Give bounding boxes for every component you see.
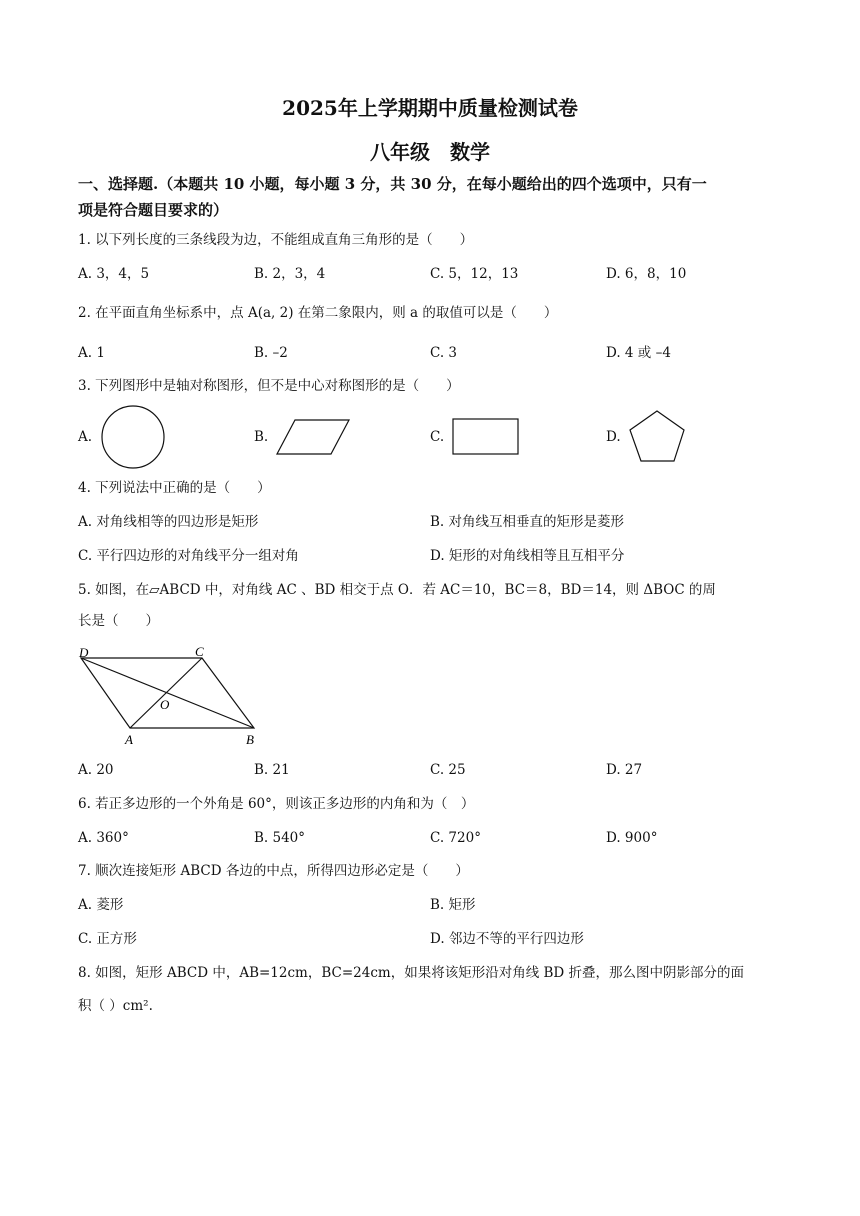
label-a: A	[125, 732, 133, 747]
label-b: B	[246, 732, 254, 747]
q2-option-b: B. –2	[254, 345, 288, 361]
q4-option-d: D. 矩形的对角线相等且互相平分	[430, 548, 625, 564]
q6-option-b: B. 540°	[254, 830, 306, 846]
q1-option-a: A. 3，4，5	[78, 266, 150, 282]
label-c: C	[195, 644, 204, 659]
q3-option-a: A.	[78, 429, 93, 445]
q4-option-a: A. 对角线相等的四边形是矩形	[78, 514, 259, 530]
q7-option-d: D. 邻边不等的平行四边形	[430, 931, 584, 947]
q6-stem: 6. 若正多边形的一个外角是 60°，则该正多边形的内角和为（ ）	[78, 796, 475, 812]
parallelogram-abcd-figure	[76, 642, 276, 750]
q7-option-a: A. 菱形	[78, 897, 124, 913]
page-title: 2025年上学期期中质量检测试卷	[282, 96, 578, 120]
q5-stem-line2: 长是（ ）	[78, 613, 159, 629]
label-o: O	[160, 697, 170, 712]
q2-stem: 2. 在平面直角坐标系中，点 A(a, 2) 在第二象限内，则 a 的取值可以是（ ）	[78, 305, 558, 321]
q1-option-c: C. 5，12，13	[430, 266, 519, 282]
q1-stem: 1. 以下列长度的三条线段为边，不能组成直角三角形的是（ ）	[78, 232, 474, 248]
q7-option-c: C. 正方形	[78, 931, 137, 947]
q2-option-a: A. 1	[78, 345, 105, 361]
q3-option-c: C.	[430, 429, 445, 445]
page-subtitle: 八年级 数学	[370, 140, 490, 164]
q6-option-d: D. 900°	[606, 830, 658, 846]
q5-option-d: D. 27	[606, 762, 643, 778]
q4-option-b: B. 对角线互相垂直的矩形是菱形	[430, 514, 625, 530]
section-heading-line1: 一、选择题.（本题共 10 小题，每小题 3 分，共 30 分，在每小题给出的四个选项中，只有一	[78, 175, 707, 193]
q5-stem-line1: 5. 如图，在▱ABCD 中，对角线 AC 、BD 相交于点 O．若 AC＝10，BC＝8，BD＝14，则 ΔBOC 的周	[78, 582, 716, 598]
q5-option-b: B. 21	[254, 762, 290, 778]
q1-option-b: B. 2，3，4	[254, 266, 326, 282]
q1-option-d: D. 6，8，10	[606, 266, 687, 282]
q2-option-d: D. 4 或 –4	[606, 345, 671, 361]
label-d: D	[79, 645, 89, 660]
q5-option-c: C. 25	[430, 762, 466, 778]
rectangle-figure	[452, 418, 520, 456]
q3-option-d: D.	[606, 429, 621, 445]
pentagon-figure	[628, 409, 688, 465]
q8-stem-line1: 8. 如图，矩形 ABCD 中，AB=12cm，BC=24cm，如果将该矩形沿对角线 BD 折叠，那么图中阴影部分的面	[78, 965, 745, 981]
q8-stem-line2: 积（ ）cm².	[78, 998, 153, 1014]
q4-stem: 4. 下列说法中正确的是（ ）	[78, 480, 271, 496]
circle-figure	[100, 405, 166, 471]
q6-option-c: C. 720°	[430, 830, 481, 846]
q7-option-b: B. 矩形	[430, 897, 476, 913]
q7-stem: 7. 顺次连接矩形 ABCD 各边的中点，所得四边形必定是（ ）	[78, 863, 469, 879]
section-heading-line2: 项是符合题目要求的）	[78, 201, 229, 219]
q4-option-c: C. 平行四边形的对角线平分一组对角	[78, 548, 299, 564]
q3-stem: 3. 下列图形中是轴对称图形，但不是中心对称图形的是（ ）	[78, 378, 460, 394]
q2-option-c: C. 3	[430, 345, 458, 361]
q3-option-b: B.	[254, 429, 269, 445]
q6-option-a: A. 360°	[78, 830, 129, 846]
q5-option-a: A. 20	[78, 762, 114, 778]
parallelogram-figure	[275, 418, 351, 456]
